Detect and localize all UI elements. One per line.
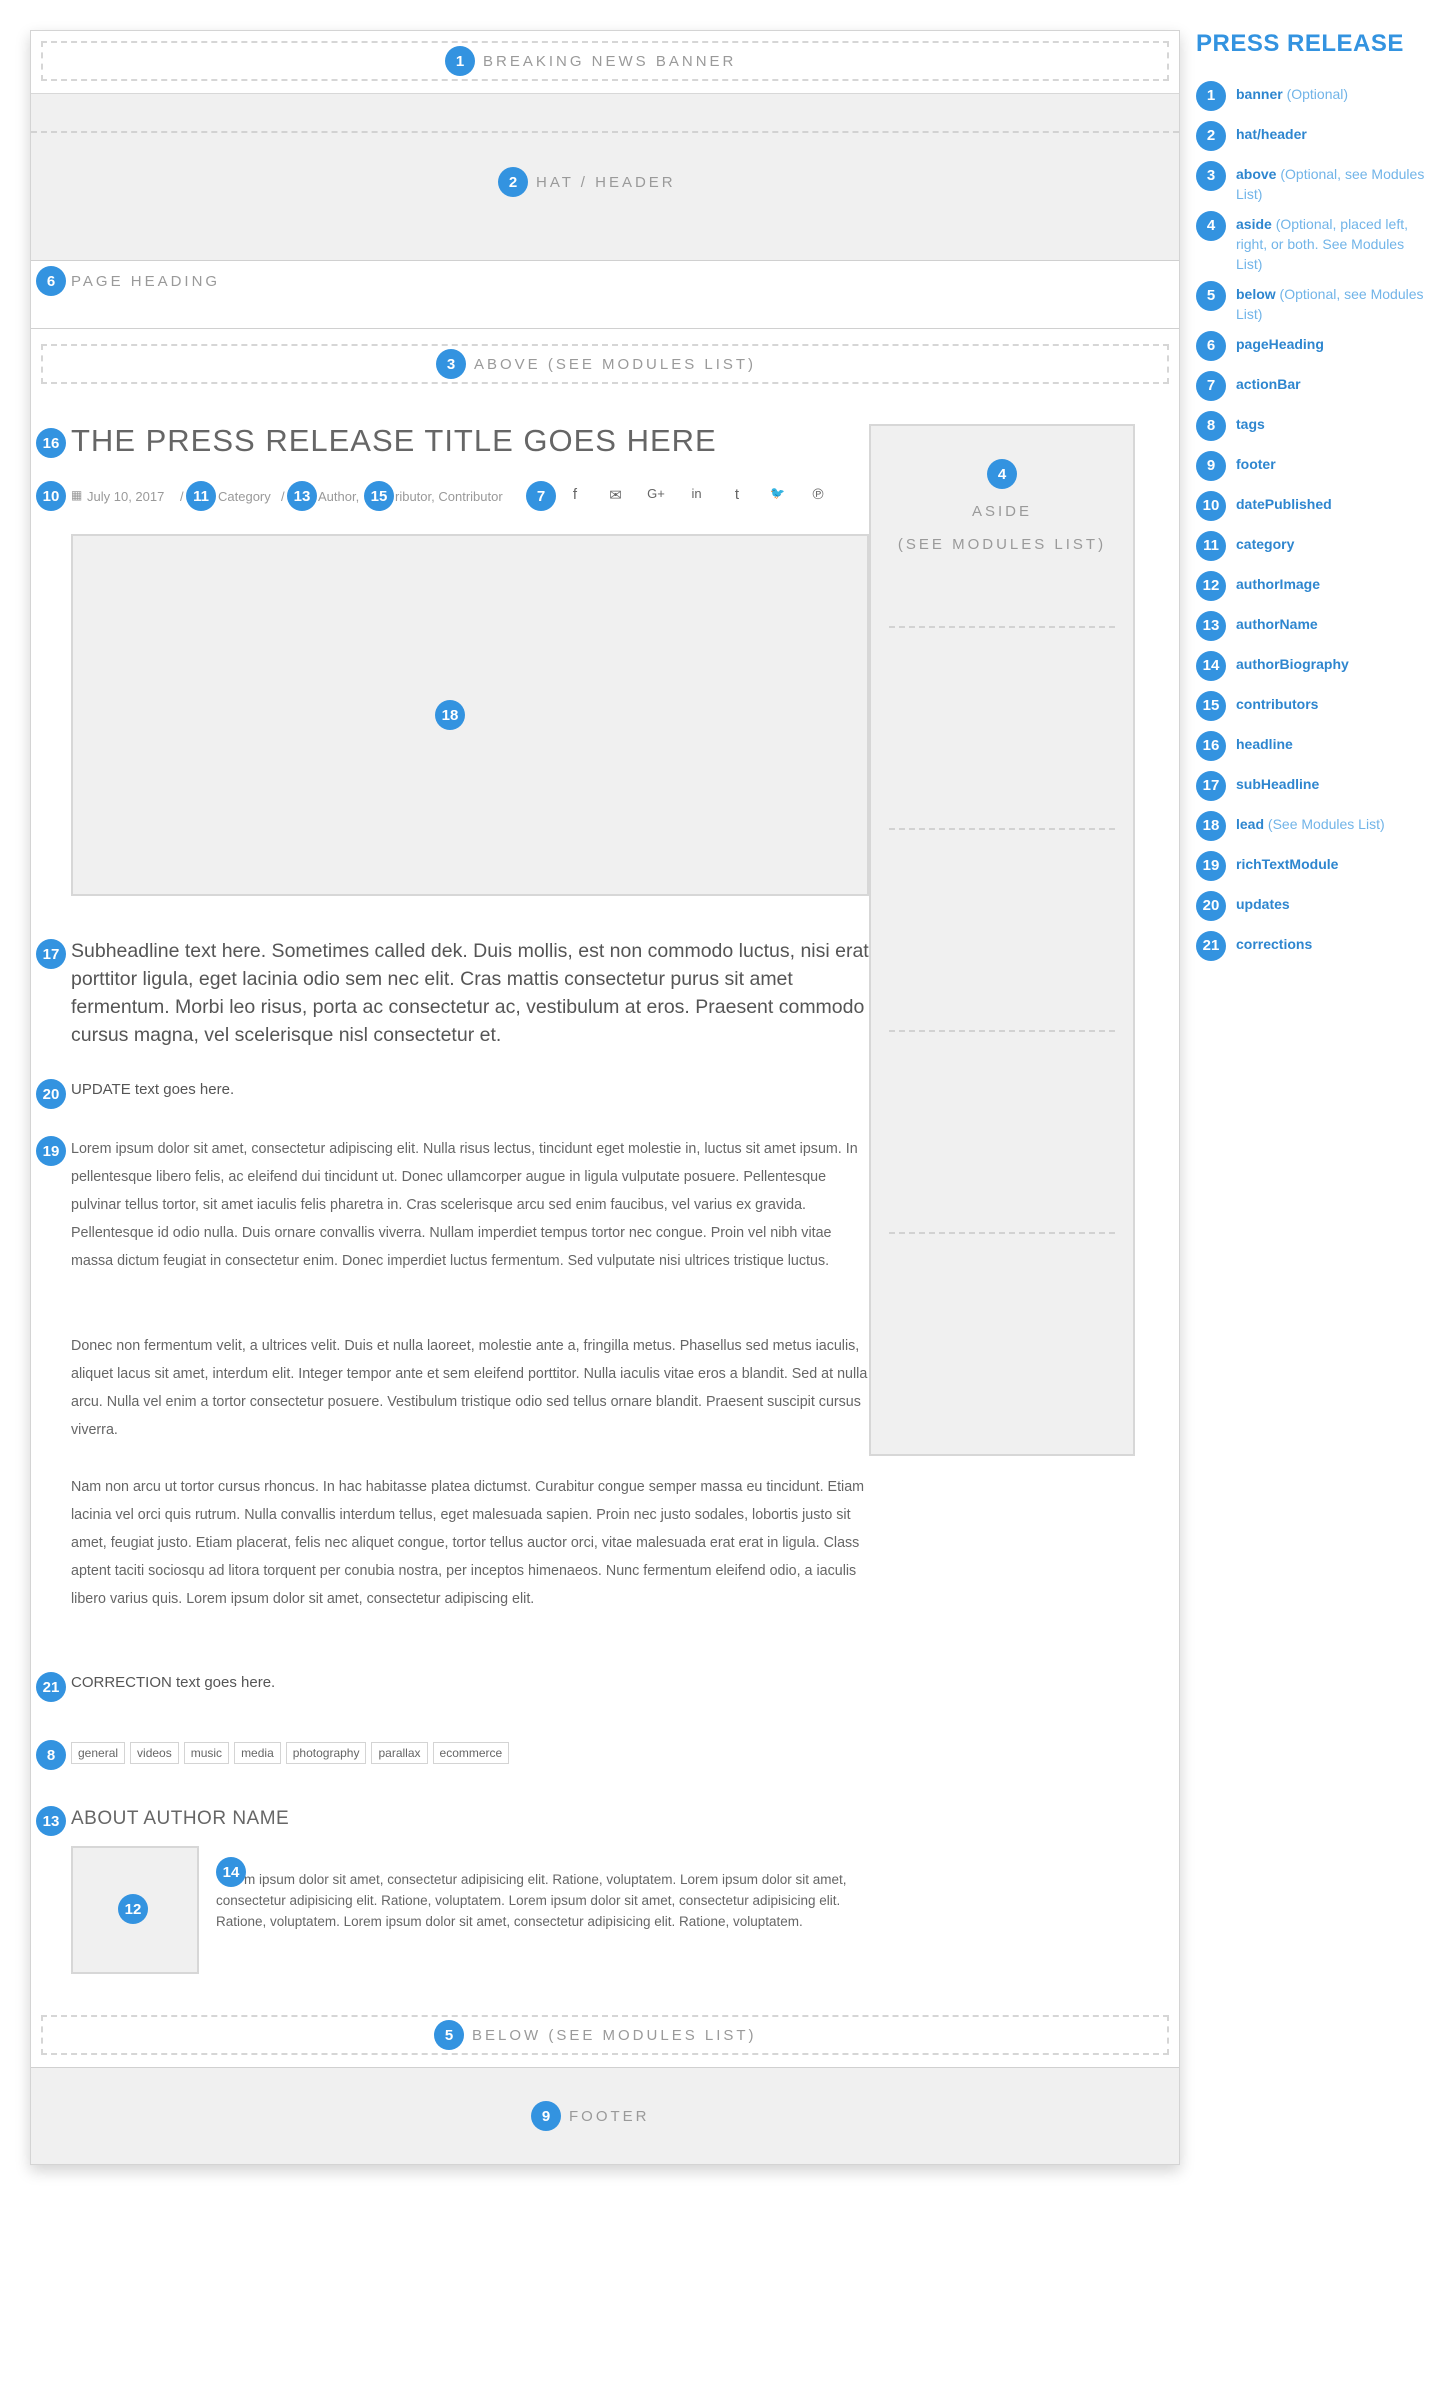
legend-name: actionBar: [1236, 376, 1301, 392]
legend-item-authorimage: [1196, 574, 1426, 604]
badge-author-biography: 14: [216, 1857, 246, 1887]
legend-badge: 17: [1196, 771, 1226, 801]
badge-below: 5: [434, 2020, 464, 2050]
email-icon[interactable]: ✉: [609, 487, 622, 504]
badge-corrections: 21: [36, 1672, 66, 1702]
legend-item-hat-header: [1196, 124, 1426, 154]
tumblr-icon[interactable]: t: [734, 486, 740, 503]
legend-item-authorbiography: [1196, 654, 1426, 684]
banner-label: BREAKING NEWS BANNER: [483, 53, 737, 70]
legend-item-aside: [1196, 214, 1426, 274]
badge-subheadline: 17: [36, 939, 66, 969]
below-label: BELOW (SEE MODULES LIST): [472, 2027, 757, 2044]
legend-badge: 1: [1196, 81, 1226, 111]
legend-name: above: [1236, 166, 1277, 182]
aside-divider: [889, 626, 1115, 628]
aside-label: ASIDE: [971, 503, 1032, 520]
legend-item-richtextmodule: [1196, 854, 1426, 884]
pinterest-icon[interactable]: ℗: [812, 486, 824, 503]
rich-text-paragraph: Lorem ipsum dolor sit amet, consectetur adipiscing elit. Nulla risus lectus, tincidunt eget molestie in, luctus sit amet ipsum. In pellentesque libero felis, ac eleifend dui tincidunt ut. Donec ullamcorper augue in ligula vulputate posuere. Pellentesque pulvinar tellus tortor, sit amet iaculis felis pharetra in. Cras scelerisque arcu sed enim faucibus, vel varius ex gravida. Pellentesque id odio nulla. Duis ornare convallis viverra. Nullam imperdiet tempus tortor nec congue. Proin vel nibh vitae massa dictum feugiat in consectetur enim. Donec imperdiet luctus fermentum. Sed vulputate nisi ultrices tristique luctus.: [71, 1141, 858, 1269]
twitter-icon[interactable]: 🐦: [770, 486, 785, 500]
badge-lead: 18: [435, 700, 465, 730]
legend-badge: 21: [1196, 931, 1226, 961]
aside-region: [869, 424, 1135, 1456]
badge-tags: 8: [36, 1740, 66, 1770]
legend-name: pageHeading: [1236, 336, 1324, 352]
legend-item-lead: [1196, 814, 1426, 844]
legend-item-tags: [1196, 414, 1426, 444]
legend-name: banner: [1236, 86, 1283, 102]
badge-header: 2: [498, 167, 528, 197]
tag-list: [71, 1742, 509, 1764]
legend-note: (See Modules List): [1264, 816, 1385, 832]
tag-item[interactable]: parallax: [371, 1742, 427, 1764]
about-author-title: ABOUT AUTHOR NAME: [71, 1808, 290, 1829]
page-wireframe: [30, 30, 1180, 2165]
legend-item-pageheading: [1196, 334, 1426, 364]
aside-divider: [889, 1030, 1115, 1032]
legend-list: [1196, 84, 1426, 964]
badge-category: 11: [186, 481, 216, 511]
linkedin-icon[interactable]: in: [691, 486, 702, 501]
badge-action-bar: 7: [526, 481, 556, 511]
legend-name: updates: [1236, 896, 1290, 912]
legend-badge: 16: [1196, 731, 1226, 761]
legend-item-footer: [1196, 454, 1426, 484]
legend-name: subHeadline: [1236, 776, 1320, 792]
tag-item[interactable]: media: [234, 1742, 281, 1764]
legend-badge: 8: [1196, 411, 1226, 441]
legend-badge: 18: [1196, 811, 1226, 841]
legend-title: PRESS RELEASE: [1196, 30, 1404, 57]
legend-badge: 13: [1196, 611, 1226, 641]
headline: THE PRESS RELEASE TITLE GOES HERE: [71, 423, 717, 458]
badge-footer: 9: [531, 2101, 561, 2131]
lead-media: [71, 534, 869, 896]
badge-page-heading: 6: [36, 266, 66, 296]
tag-item[interactable]: videos: [130, 1742, 179, 1764]
badge-banner: 1: [445, 46, 475, 76]
legend-item-banner: [1196, 84, 1426, 114]
author-link[interactable]: Author,: [318, 489, 360, 504]
legend-badge: 20: [1196, 891, 1226, 921]
legend-name: headline: [1236, 736, 1293, 752]
aside-divider: [889, 1232, 1115, 1234]
legend-name: category: [1236, 536, 1295, 552]
badge-contributors: 15: [364, 481, 394, 511]
badge-headline: 16: [36, 428, 66, 458]
rich-text-paragraph: Donec non fermentum velit, a ultrices velit. Duis et nulla laoreet, molestie ante a, fringilla metus. Phasellus sed metus iaculis, aliquet lacus sit amet, interdum elit. Integer tempor ante et sem eleifend porttitor. Nulla iaculis vitae eros a blandit. Sed at nulla arcu. Nulla vel enim a tortor consectetur posuere. Vestibulum tristique odio sed tellus ornare blandit. Praesent suscipit cursus viverra.: [71, 1338, 868, 1438]
badge-date-published: 10: [36, 481, 66, 511]
legend-item-authorname: [1196, 614, 1426, 644]
meta-separator: /: [281, 489, 285, 504]
legend-badge: 11: [1196, 531, 1226, 561]
badge-author-name: 13: [36, 1806, 66, 1836]
header-divider: [31, 131, 1179, 133]
tag-item[interactable]: music: [184, 1742, 229, 1764]
subheadline: Subheadline text here. Sometimes called dek. Duis mollis, est non commodo luctus, nisi erat porttitor ligula, eget lacinia odio sem nec elit. Cras mattis consectetur purus sit amet fermentum. Morbi leo risus, porta ac consectetur ac, vestibulum at eros. Praesent commodo cursus magna, vel scelerisque nisl consectetur et.: [71, 940, 869, 1046]
legend-item-headline: [1196, 734, 1426, 764]
tag-item[interactable]: ecommerce: [433, 1742, 510, 1764]
legend-note: (Optional, see Modules List): [1236, 286, 1424, 322]
badge-author-name: 13: [287, 481, 317, 511]
author-biography: [216, 1869, 871, 1932]
legend-item-contributors: [1196, 694, 1426, 724]
legend-item-subheadline: [1196, 774, 1426, 804]
legend-name: authorImage: [1236, 576, 1321, 592]
legend-note: (Optional): [1282, 86, 1349, 102]
meta-separator: /: [180, 489, 184, 504]
legend-badge: 15: [1196, 691, 1226, 721]
date-published: July 10, 2017: [87, 489, 165, 504]
badge-author-image: 12: [118, 1894, 148, 1924]
contributors-link[interactable]: ributor, Contributor: [395, 489, 503, 504]
tag-item[interactable]: general: [71, 1742, 125, 1764]
aside-divider: [889, 828, 1115, 830]
legend-item-category: [1196, 534, 1426, 564]
legend-badge: 12: [1196, 571, 1226, 601]
author-biography-text: m ipsum dolor sit amet, consectetur adipisicing elit. Ratione, voluptatem. Lorem ipsum dolor sit amet, consectetur adipisicing elit. Ratione, voluptatem. Lorem ipsum dolor sit amet, consectetur adipisicing elit. Ratione, voluptatem. Lorem ipsum dolor sit amet, consectetur adipisicing elit. Ratione, voluptatem.: [216, 1872, 847, 1929]
legend-note: (Optional, see Modules List): [1236, 166, 1425, 202]
legend-name: datePublished: [1236, 496, 1332, 512]
legend-name: corrections: [1236, 936, 1313, 952]
legend-name: tags: [1236, 416, 1265, 432]
legend-item-corrections: [1196, 934, 1426, 964]
legend-name: footer: [1236, 456, 1276, 472]
legend-name: contributors: [1236, 696, 1319, 712]
legend-badge: 10: [1196, 491, 1226, 521]
legend-name: authorBiography: [1236, 656, 1349, 672]
update-text: UPDATE text goes here.: [71, 1081, 235, 1098]
legend-badge: 9: [1196, 451, 1226, 481]
footer-label: FOOTER: [569, 2108, 650, 2125]
legend-badge: 19: [1196, 851, 1226, 881]
legend-note: (Optional, placed left, right, or both. See Modules List): [1236, 216, 1408, 272]
google-plus-icon[interactable]: G+: [647, 486, 665, 501]
legend-item-datepublished: [1196, 494, 1426, 524]
page-heading-label: PAGE HEADING: [71, 273, 221, 290]
legend-badge: 4: [1196, 211, 1226, 241]
legend-item-above: [1196, 164, 1426, 204]
badge-updates: 20: [36, 1079, 66, 1109]
page-heading-divider: [31, 328, 1179, 329]
aside-sublabel: (SEE MODULES LIST): [897, 536, 1107, 553]
legend-item-updates: [1196, 894, 1426, 924]
above-label: ABOVE (SEE MODULES LIST): [474, 356, 757, 373]
legend-badge: 2: [1196, 121, 1226, 151]
legend-badge: 6: [1196, 331, 1226, 361]
legend-item-below: [1196, 284, 1426, 324]
legend-panel: [1196, 30, 1426, 974]
facebook-icon[interactable]: f: [572, 486, 578, 503]
calendar-icon: ▦: [71, 488, 83, 502]
header-label: HAT / HEADER: [536, 174, 676, 191]
legend-item-actionbar: [1196, 374, 1426, 404]
legend-name: hat/header: [1236, 126, 1307, 142]
tag-item[interactable]: photography: [286, 1742, 367, 1764]
badge-rich-text: 19: [36, 1136, 66, 1166]
legend-name: below: [1236, 286, 1276, 302]
legend-name: richTextModule: [1236, 856, 1339, 872]
correction-text: CORRECTION text goes here.: [71, 1674, 276, 1691]
badge-above: 3: [436, 349, 466, 379]
legend-name: aside: [1236, 216, 1272, 232]
legend-name: authorName: [1236, 616, 1318, 632]
rich-text-paragraph: Nam non arcu ut tortor cursus rhoncus. In hac habitasse platea dictumst. Curabitur congue semper massa eu tincidunt. Etiam lacinia vel orci quis rutrum. Nulla convallis interdum tellus, eget malesuada sapien. Proin nec justo sodales, lobortis justo sit amet, feugiat justo. Etiam placerat, felis nec aliquet congue, tortor tellus auctor orci, vitae malesuada erat erat in ligula. Class aptent taciti sociosqu ad litora torquent per conubia nostra, per inceptos himenaeos. Nunc fermentum eleifend odio, a iaculis libero varius quis. Lorem ipsum dolor sit amet, consectetur adipiscing elit.: [71, 1479, 865, 1607]
category-link[interactable]: Category: [218, 489, 271, 504]
badge-aside: 4: [987, 459, 1017, 489]
legend-badge: 5: [1196, 281, 1226, 311]
legend-badge: 3: [1196, 161, 1226, 191]
legend-badge: 7: [1196, 371, 1226, 401]
legend-badge: 14: [1196, 651, 1226, 681]
legend-name: lead: [1236, 816, 1265, 832]
